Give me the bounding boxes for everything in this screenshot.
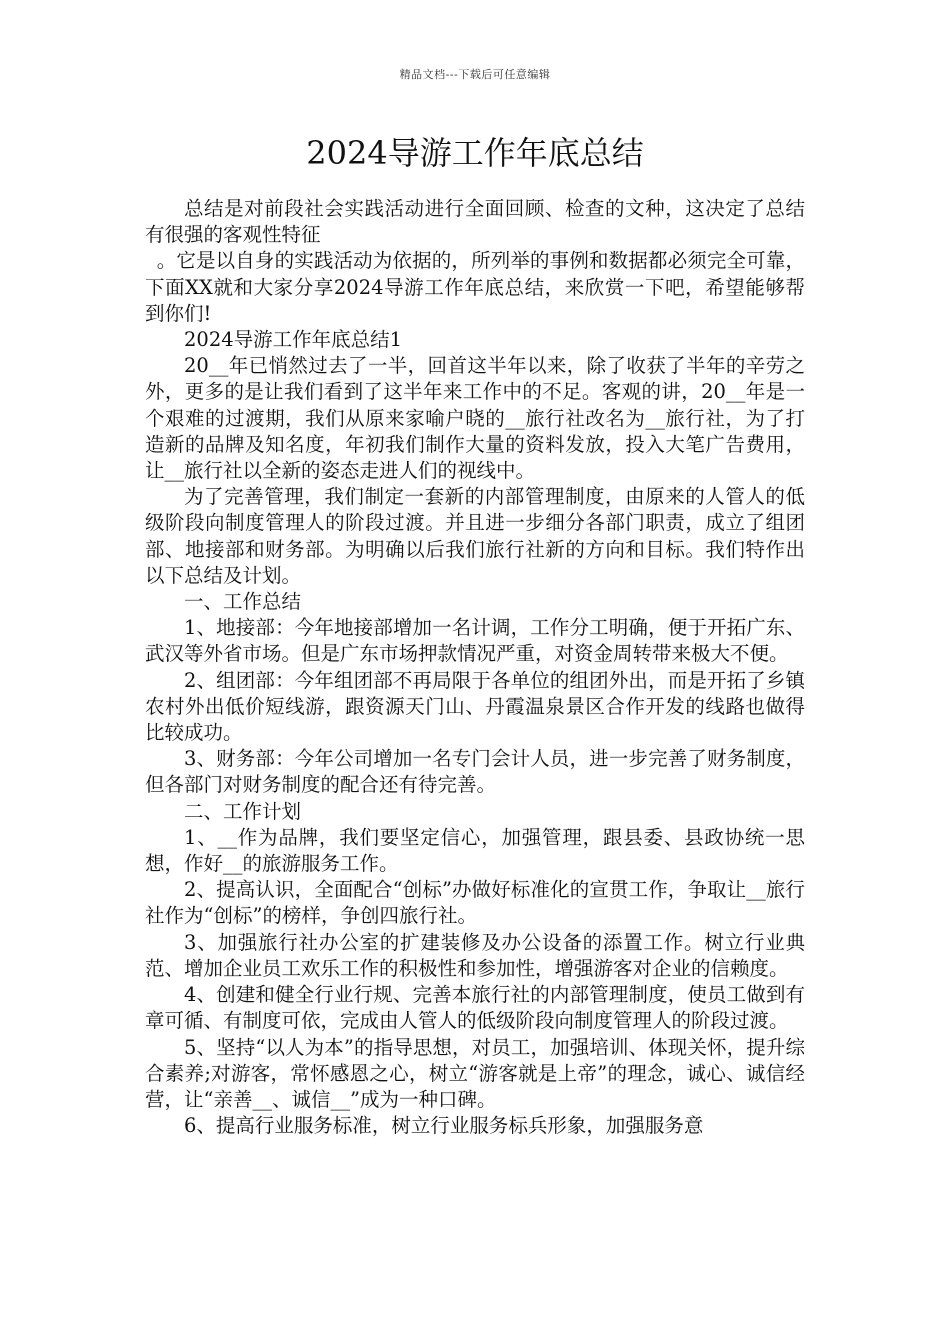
list-item: 6、提高行业服务标准，树立行业服务标兵形象，加强服务意 xyxy=(184,1114,704,1138)
list-item: 2、组团部：今年组团部不再局限于各单位的组团外出，而是开拓了乡镇农村外出低价短线游，跟资源天门山、丹霞温泉景区合作开发的线路也做得比较成功。 xyxy=(145,668,805,745)
section-heading: 一、工作总结 xyxy=(184,590,302,614)
list-item: 2、提高认识，全面配合“创标”办做好标准化的宣贯工作，争取让__旅行社作为“创标”的榜样，争创四旅行社。 xyxy=(145,878,805,928)
section-heading: 2024导游工作年底总结1 xyxy=(184,328,403,352)
document-title: 2024导游工作年底总结 xyxy=(306,134,644,172)
header-note: 精品文档---下载后可任意编辑 xyxy=(399,68,551,81)
body-paragraph: 为了完善管理，我们制定一套新的内部管理制度，由原来的人管人的低级阶段向制度管理人的阶段过渡。并且进一步细分各部门职责，成立了组团部、地接部和财务部。为明确以后我们旅行社新的方向和目标。我们特作出以下总结及计划。 xyxy=(145,485,805,587)
intro-continuation: 。它是以自身的实践活动为依据的，所列举的事例和数据都必须完全可靠，下面XX就和大家分享2024导游工作年底总结，来欣赏一下吧，希望能够帮到你们! xyxy=(145,249,805,325)
list-item: 3、加强旅行社办公室的扩建装修及办公设备的添置工作。树立行业典范、增加企业员工欢乐工作的积极性和参加性，增强游客对企业的信赖度。 xyxy=(145,930,805,980)
list-item: 1、地接部：今年地接部增加一名计调，工作分工明确，便于开拓广东、武汉等外省市场。但是广东市场押款情况严重，对资金周转带来极大不便。 xyxy=(145,616,805,666)
body-paragraph: 20__年已悄然过去了一半，回首这半年以来，除了收获了半年的辛劳之外，更多的是让我们看到了这半年来工作中的不足。客观的讲，20__年是一个艰难的过渡期，我们从原来家喻户晓的__旅行社改名为__旅行社，为了打造新的品牌及知名度，年初我们制作大量的资料发放，投入大笔广告费用，让__旅行社以全新的姿态走进人们的视线中。 xyxy=(145,354,805,483)
list-item: 1、__作为品牌，我们要坚定信心，加强管理，跟县委、县政协统一思想，作好__的旅游服务工作。 xyxy=(145,825,805,876)
list-item: 5、坚持“以人为本”的指导思想，对员工，加强培训、体现关怀，提升综合素养;对游客，常怀感恩之心，树立“游客就是上帝”的理念，诚心、诚信经营，让“亲善__、诚信__”成为一种口碑。 xyxy=(145,1035,805,1111)
section-heading: 二、工作计划 xyxy=(184,799,302,823)
list-item: 3、财务部：今年公司增加一名专门会计人员，进一步完善了财务制度，但各部门对财务制度的配合还有待完善。 xyxy=(145,747,805,797)
list-item: 4、创建和健全行业行规、完善本旅行社的内部管理制度，使员工做到有章可循、有制度可依，完成由人管人的低级阶段向制度管理人的阶段过渡。 xyxy=(145,983,805,1033)
document-body xyxy=(145,196,805,1139)
intro-paragraph: 总结是对前段社会实践活动进行全面回顾、检查的文种，这决定了总结有很强的客观性特征 xyxy=(145,197,805,247)
